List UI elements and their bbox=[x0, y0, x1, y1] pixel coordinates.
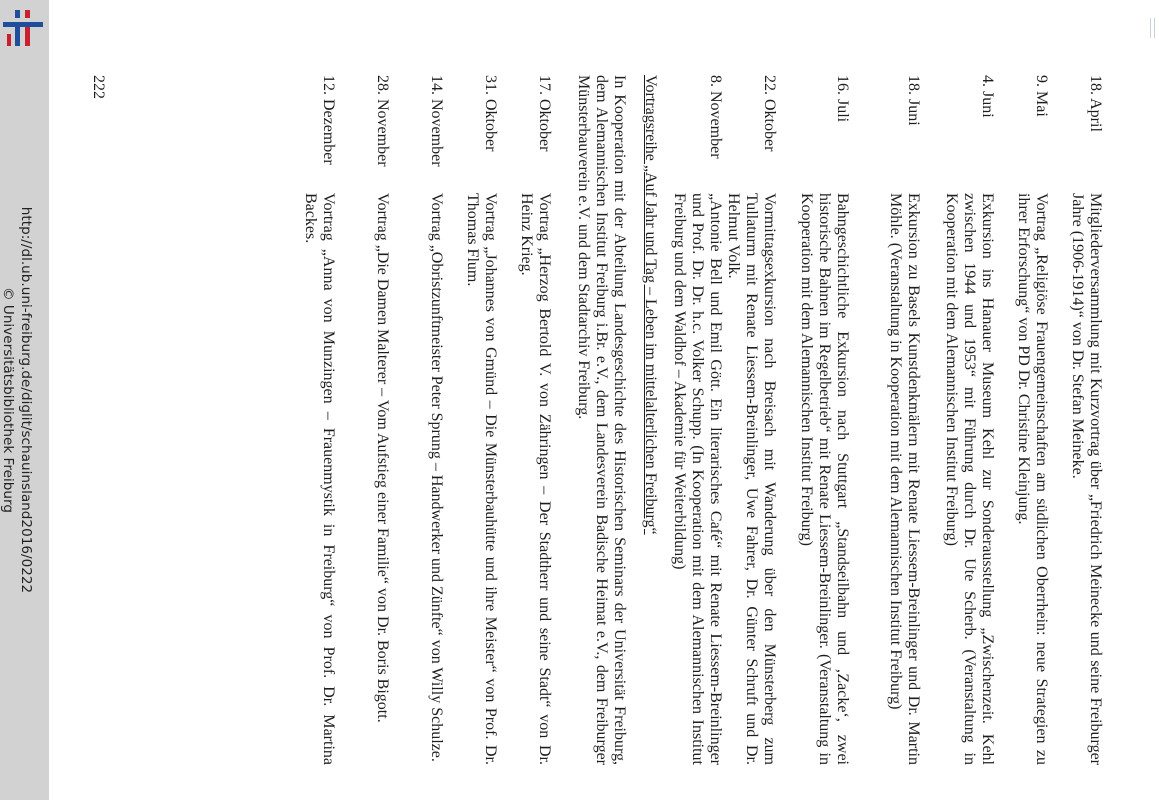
event-description: Exkursion zu Basels Kunstdenkmälern mit Renate Liessem-Breinlinger und Dr. Martin Möhle. (Veranstaltung in Kooperation mit dem Alemannischen Institut Freiburg) bbox=[887, 193, 922, 765]
event-description: Exkursion ins Hanauer Museum Kehl zur Sonderausstellung „Zwischenzeit. Kehl zwischen 1944 und 1953“ mit Führung durch Dr. Ute Scherb. (Veranstaltung in Kooperation mit dem Alemannischen Institut Freiburg) bbox=[943, 193, 996, 765]
lecture-description: Vortrag „Obristzunftmeister Peter Sprung – Handwerker und Zünfte“ von Willy Schulze. bbox=[428, 193, 445, 762]
lecture-series-heading: Vortragsreihe „Auf Jahr und Tag – Leben im mittelalterlichen Freiburg“ bbox=[642, 75, 659, 535]
event-date: 18. April bbox=[1087, 75, 1104, 132]
lecture-date: 17. Oktober bbox=[536, 75, 553, 152]
lecture-description: Vortrag „Johannes von Gmünd – Die Münsterbauhütte und ihre Meister“ von Prof. Dr. Thomas Flum. bbox=[464, 193, 499, 765]
edge-marker bbox=[1150, 18, 1155, 38]
lecture-description: Vortrag „Die Damen Malterer – Vom Aufstieg einer Familie“ von Dr. Boris Bigott. bbox=[374, 193, 391, 723]
lecture-date: 12. Dezember bbox=[320, 75, 337, 165]
source-url[interactable]: http://dl.ub.uni-freiburg.de/diglit/schauinsland2016/0222 bbox=[18, 206, 34, 594]
event-description: Vortrag „Religiöse Frauengemeinschaften am südlichen Oberrhein: neue Strategien zu ihrer Erforschung“ von PD Dr. Christine Kleinjung. bbox=[1015, 193, 1050, 765]
viewer-sidebar bbox=[0, 0, 49, 800]
lecture-series-intro: In Kooperation mit der Abteilung Landesgeschichte des Historischen Seminars der Universität Freiburg, dem Alemannischen Institut Freiburg i.Br. e.V., dem Landesverein Badische Heimat e.V., dem Freiburger Münsterbauverein e.V. und dem Stadtarchiv Freiburg. bbox=[575, 75, 628, 765]
lecture-date: 14. November bbox=[428, 75, 445, 167]
lecture-description: Vortrag „Herzog Bertold V. von Zähringen – Der Stadtherr und seine Stadt“ von Dr. Heinz Krieg. bbox=[518, 193, 553, 765]
event-date: 16. Juli bbox=[834, 75, 851, 123]
event-date: 9. Mai bbox=[1033, 75, 1050, 117]
event-date: 18. Juni bbox=[905, 75, 922, 126]
event-date: 22. Oktober bbox=[761, 75, 778, 152]
event-description: „Antonie Bell und Emil Gött. Ein literarisches Café“ mit Renate Liessem-Breinlinger und Prof. Dr. Dr. h.c. Volker Schupp. (In Kooperation mit dem Alemannischen Institut Freiburg und dem Waldhof – Akademie für Weiterbildung) bbox=[671, 193, 724, 765]
scanned-page bbox=[44, 75, 1104, 765]
copyright-notice: © Universitätsbibliothek Freiburg bbox=[0, 286, 16, 514]
event-description: Mitgliederversammlung mit Kurzvortrag über „Friedrich Meinecke und seine Freiburger Jahre (1906-1914)“ von Dr. Stefan Meineke. bbox=[1069, 193, 1104, 765]
event-date: 4. Juni bbox=[979, 75, 996, 118]
page-number: 222 bbox=[90, 75, 107, 99]
event-date: 8. November bbox=[707, 75, 724, 159]
lecture-date: 28. November bbox=[374, 75, 391, 167]
lecture-description: Vortrag „Anna von Munzingen – Frauenmystik in Freiburg“ von Prof. Dr. Martina Backes. bbox=[302, 193, 337, 765]
lecture-date: 31. Oktober bbox=[482, 75, 499, 152]
event-description: Bahngeschichtliche Exkursion nach Stuttgart „Standseilbahn und ‚Zacke‘, zwei historische Bahnen im Regelbetrieb“ mit Renate Liessem-Breinlinger. (Veranstaltung in Kooperation mit dem Alemannischen Institut Freiburg) bbox=[798, 193, 851, 765]
event-description: Vormittagsexkursion nach Breisach mit Wanderung über den Münsterberg zum Tullaturm mit Renate Liessem-Breinlinger, Uwe Fahrer, Dr. Günter Schruft und Dr. Helmut Volk. bbox=[725, 193, 778, 765]
